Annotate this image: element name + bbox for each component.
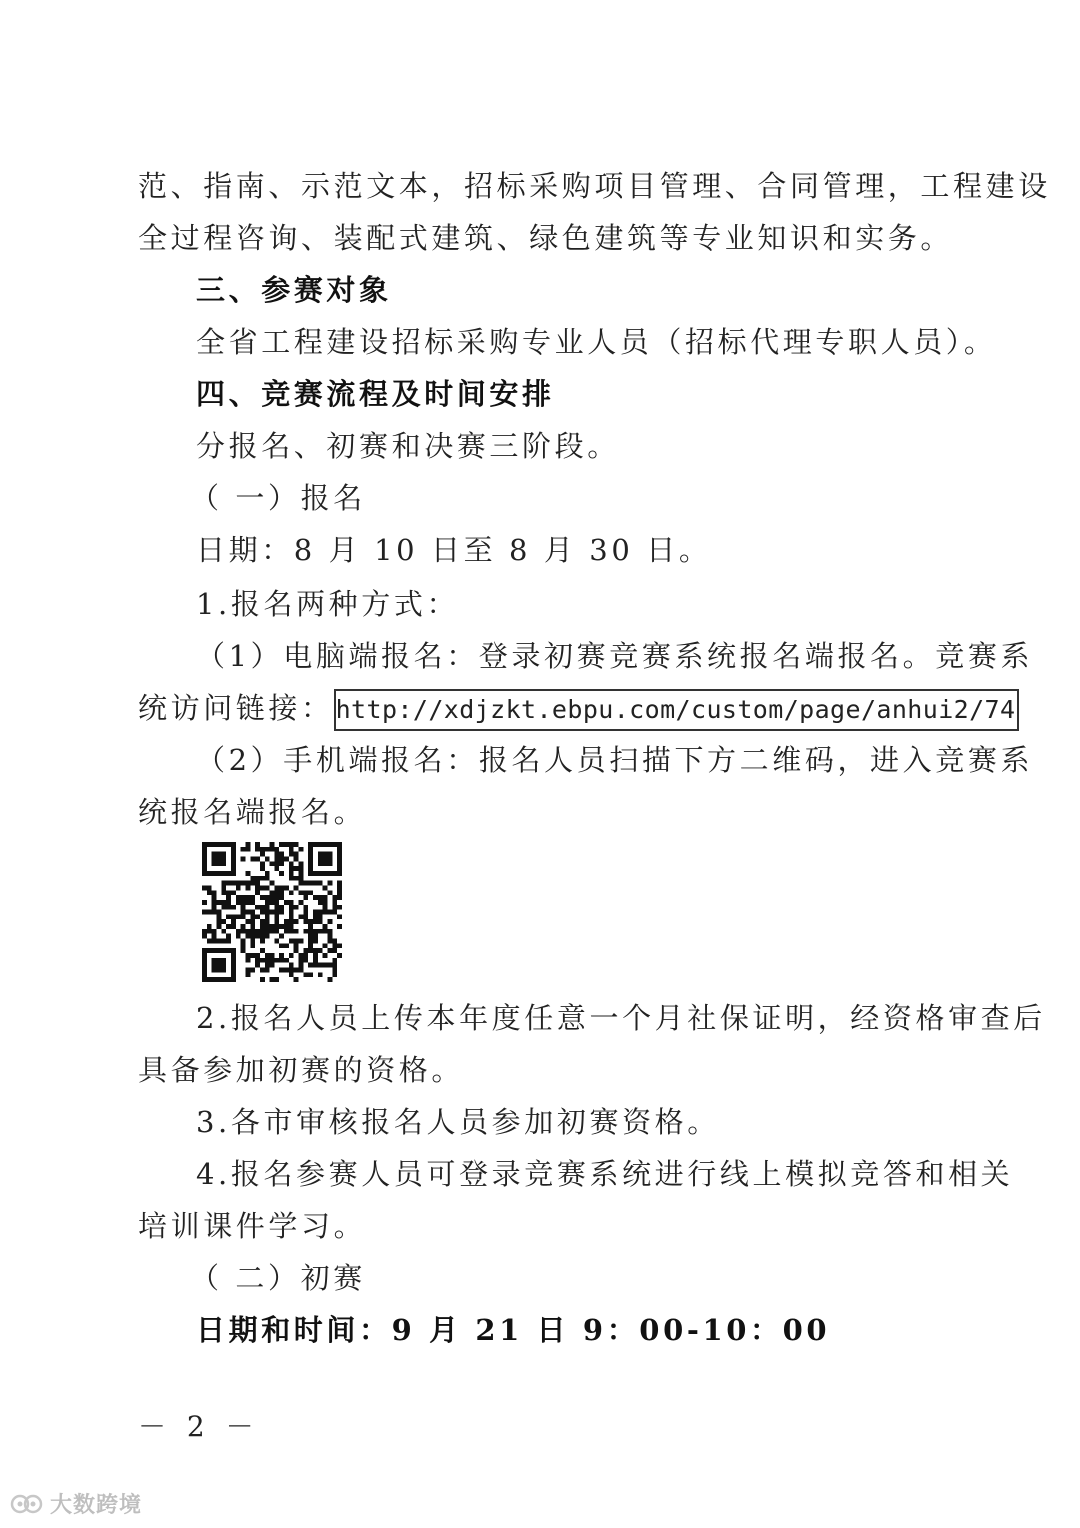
subsection-heading-preliminary: （ 二）初赛 [190, 1261, 366, 1295]
registration-url-link[interactable]: http://xdjzkt.ebpu.com/custom/page/anhui2/74 [334, 689, 1020, 731]
section-heading-participants: 三、参赛对象 [196, 273, 392, 307]
body-text-line-7: 具备参加初赛的资格。 [138, 1053, 465, 1087]
pc-registration-text: （1）电脑端报名：登录初赛竞赛系统报名端报名。竞赛系 [196, 639, 1034, 673]
watermark-text: 大数跨境 [50, 1493, 143, 1518]
body-text-line-9: 4.报名参赛人员可登录竞赛系统进行线上模拟竞答和相关 [196, 1157, 1014, 1191]
mobile-registration-text: （2）手机端报名：报名人员扫描下方二维码，进入竞赛系 [196, 743, 1034, 777]
access-link-line [138, 688, 1019, 731]
watermark [10, 1488, 142, 1519]
body-text-line-5: 统报名端报名。 [138, 795, 367, 829]
page-number: － 2 － [138, 1410, 260, 1443]
body-text-line-3: 全省工程建设招标采购专业人员（招标代理专职人员）。 [196, 325, 997, 359]
body-text-line-8: 3.各市审核报名人员参加初赛资格。 [196, 1105, 720, 1139]
registration-methods-heading: 1.报名两种方式： [196, 587, 460, 621]
section-heading-schedule: 四、竞赛流程及时间安排 [196, 377, 555, 411]
preliminary-date-time: 日期和时间：9 月 21 日 9：00-10：00 [196, 1313, 831, 1347]
access-link-label: 统访问链接： [138, 691, 334, 725]
subsection-heading-registration: （ 一）报名 [190, 481, 366, 515]
body-text-line-2: 全过程咨询、装配式建筑、绿色建筑等专业知识和实务。 [138, 221, 954, 255]
registration-date: 日期：8 月 10 日至 8 月 30 日。 [196, 533, 712, 567]
body-text-line-1: 范、指南、示范文本，招标采购项目管理、合同管理，工程建设 [138, 169, 1051, 203]
body-text-line-4: 分报名、初赛和决赛三阶段。 [196, 429, 620, 463]
body-text-line-6: 2.报名人员上传本年度任意一个月社保证明，经资格审查后 [196, 1001, 1046, 1035]
body-text-line-10: 培训课件学习。 [138, 1209, 367, 1243]
registration-qr-code[interactable] [202, 842, 342, 982]
watermark-logo-icon [10, 1491, 44, 1517]
